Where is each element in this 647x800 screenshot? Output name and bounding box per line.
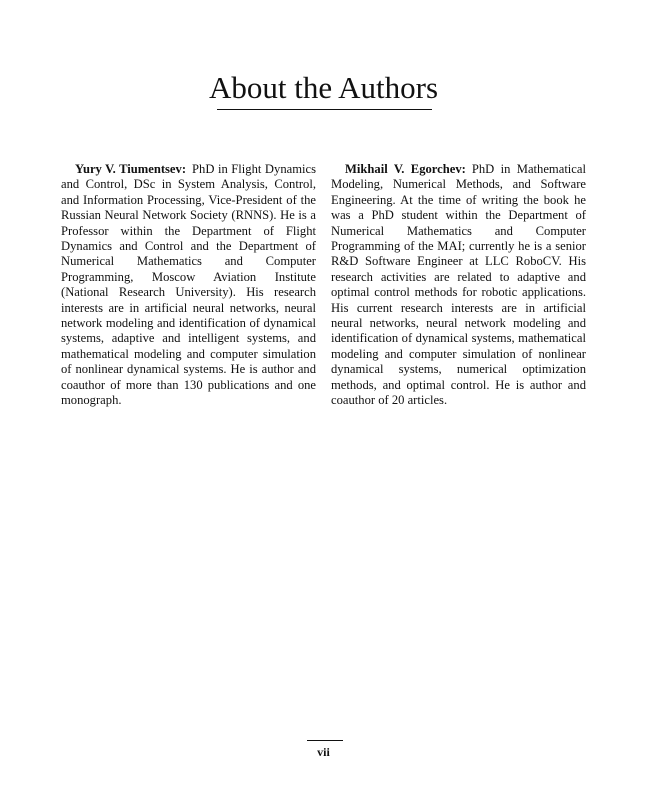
author-bio-tiumentsev	[61, 162, 316, 409]
page-number: vii	[317, 745, 330, 759]
footer-rule	[307, 740, 343, 741]
author-bio-text: PhD in Flight Dynamics and Control, DSc in System Analysis, Control, and Information Processing, Vice-President of the Russian Neural Network Society (RNNS). He is a Professor within the Department of Flight Dynamics and Control and the Department of Numerical Mathematics and Computer Programming, Moscow Aviation Institute (National Research University). His research interests are in artificial neural networks, neural network modeling and identification of dynamical systems, adaptive and intelligent systems, and mathematical modeling and computer simulation of nonlinear dynamical systems. He is author and coauthor of more than 130 publications and one monograph.	[61, 162, 316, 408]
author-name: Mikhail V. Egorchev:	[345, 162, 466, 176]
page-title: About the Authors	[208, 70, 439, 105]
author-column-right	[331, 162, 586, 409]
author-column-left	[61, 162, 316, 409]
author-bio-egorchev	[331, 162, 586, 409]
author-name: Yury V. Tiumentsev:	[75, 162, 187, 176]
title-underline	[217, 109, 432, 110]
author-bio-text: PhD in Mathematical Modeling, Numerical Methods, and Software Engineering. At the time of writing the book he was a PhD student within the Department of Numerical Mathematics and Computer Programming of the MAI; currently he is a senior R&D Software Engineer at LLC RoboCV. His research activities are related to adaptive and optimal control methods for robotic applications. His current research interests are in artificial neural networks, neural network modeling and identification of dynamical systems, mathematical modeling and computer simulation of nonlinear dynamical systems, numerical optimization methods, and optimal control. He is author and coauthor of 20 articles.	[331, 162, 586, 408]
